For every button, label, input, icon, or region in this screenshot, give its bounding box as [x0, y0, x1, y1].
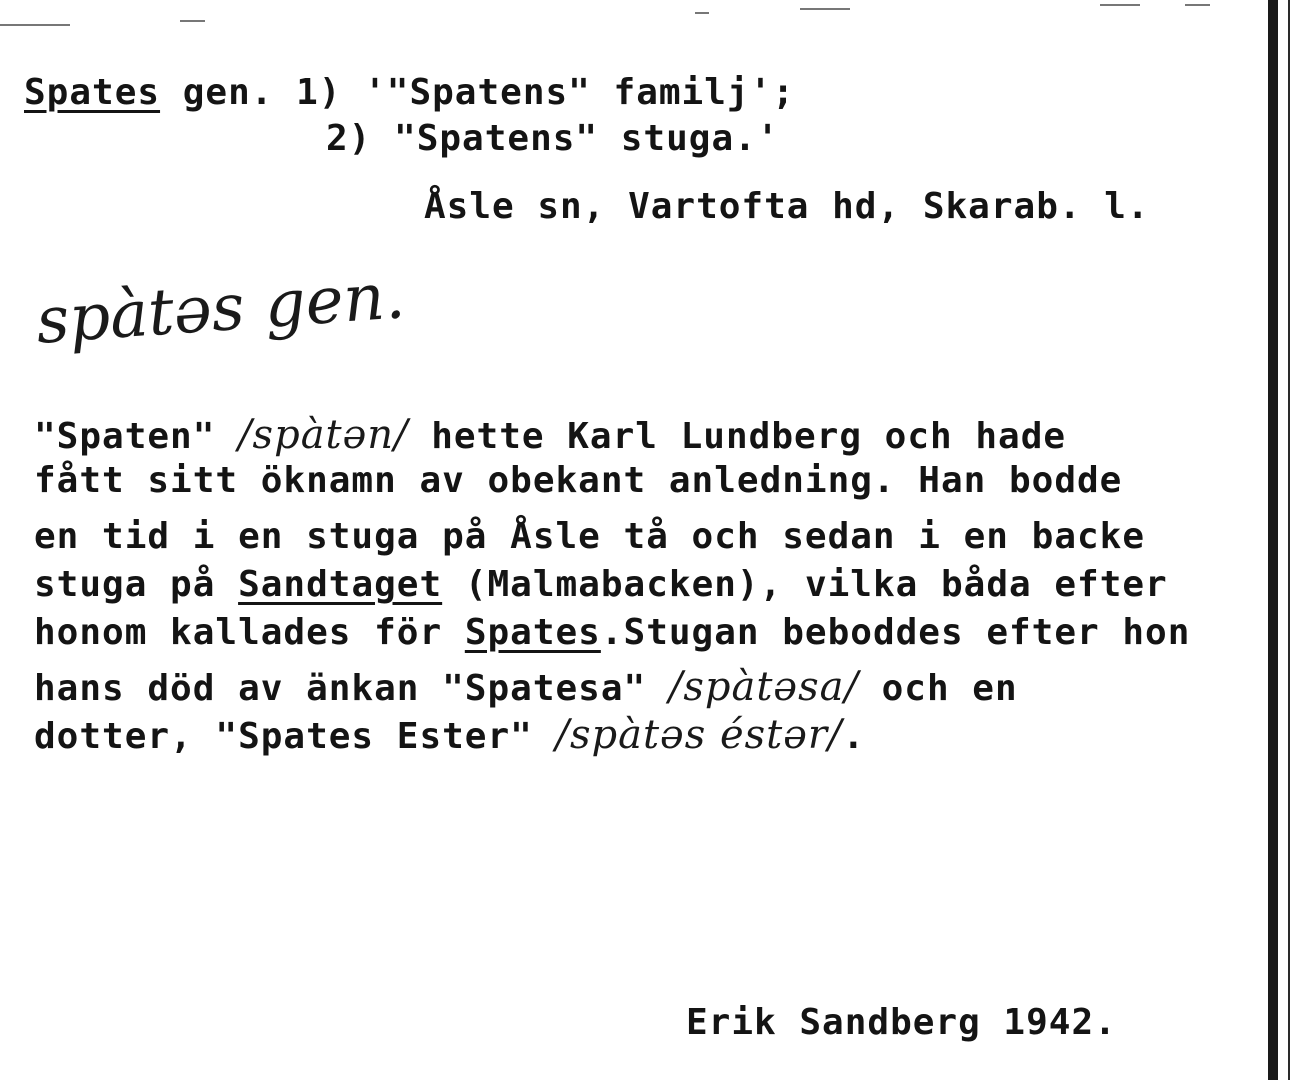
scan-speck	[0, 24, 70, 26]
headword-line-1	[24, 72, 795, 113]
headword-sense-1: gen. 1) '"Spatens" familj';	[160, 72, 795, 113]
scan-speck	[1100, 4, 1140, 6]
body-line-2: fått sitt öknamn av obekant anledning. Han bodde	[34, 460, 1123, 501]
body-text: honom kallades för	[34, 612, 465, 653]
body-line-3: en tid i en stuga på Åsle tå och sedan i en backe	[34, 516, 1146, 557]
body-text: hans död av änkan "Spatesa"	[34, 668, 669, 709]
body-line-4	[34, 564, 1168, 605]
body-line-6	[34, 664, 1018, 710]
body-text: .	[842, 716, 866, 757]
handwritten-phonetic: /spàtəs éstər/	[555, 712, 843, 758]
cottage-name: Spates	[464, 612, 601, 653]
body-line-7	[34, 712, 865, 758]
body-line-1	[34, 412, 1066, 458]
body-text: "Spaten"	[34, 416, 239, 457]
card-edge-border	[1268, 0, 1278, 1080]
handwritten-pronunciation: spàtəs gen.	[33, 259, 408, 359]
body-text: stuga på	[34, 564, 239, 605]
body-text: .Stugan beboddes efter hon	[600, 612, 1191, 653]
body-text: (Malmabacken), vilka båda efter	[442, 564, 1168, 605]
place-name: Sandtaget	[238, 564, 443, 605]
handwritten-phonetic: /spàtən/	[238, 412, 409, 458]
handwritten-phonetic: /spàtəsa/	[668, 664, 859, 710]
scan-speck	[180, 20, 205, 22]
scan-speck	[1185, 4, 1210, 6]
signature: Erik Sandberg 1942.	[686, 1002, 1117, 1043]
body-text: dotter, "Spates Ester"	[34, 716, 556, 757]
scan-speck	[695, 12, 709, 14]
headword: Spates	[24, 72, 161, 113]
scan-speck	[800, 8, 850, 10]
body-text: och en	[858, 668, 1018, 709]
body-line-5	[34, 612, 1190, 653]
body-text: hette Karl Lundberg och hade	[408, 416, 1067, 457]
card-edge-line	[1288, 0, 1290, 1080]
locality: Åsle sn, Vartofta hd, Skarab. l.	[424, 186, 1150, 227]
headword-sense-2: 2) "Spatens" stuga.'	[326, 118, 780, 159]
